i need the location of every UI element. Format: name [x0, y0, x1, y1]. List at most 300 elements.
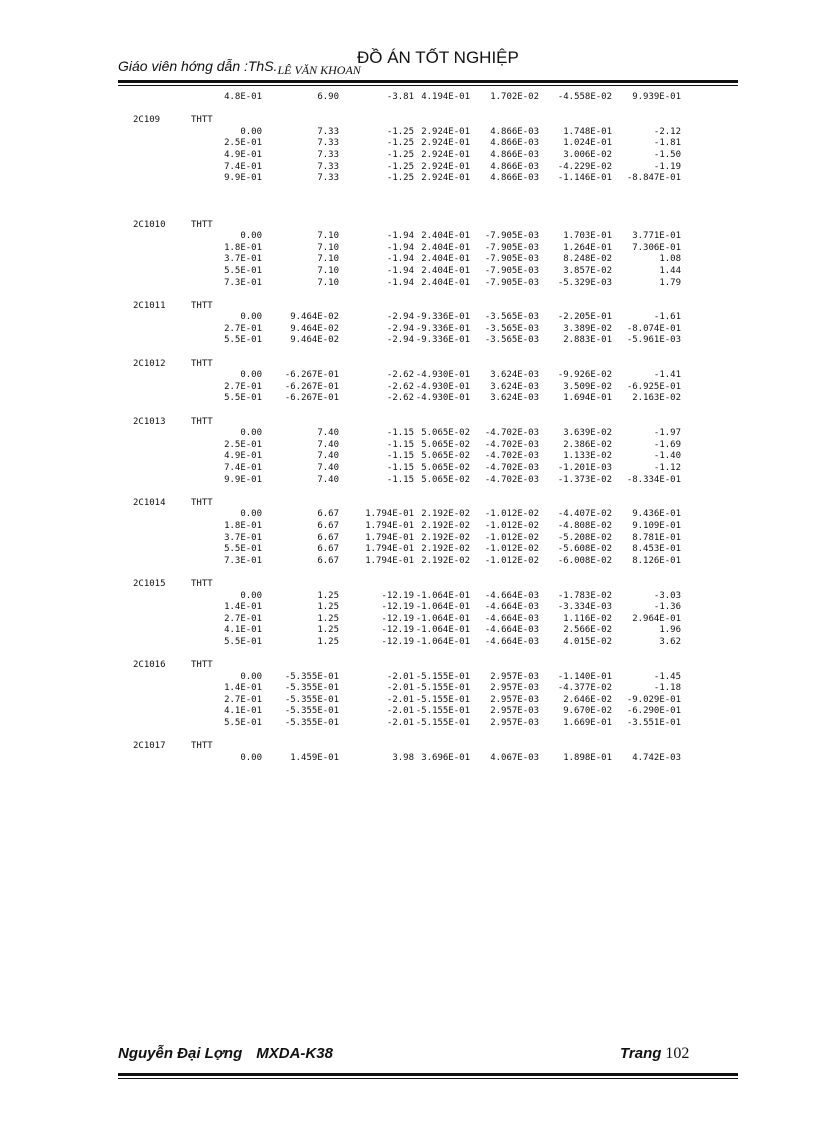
footer-rule-thin	[118, 1078, 738, 1079]
table-cell: -12.19	[381, 602, 414, 613]
table-cell: 2.924E-01	[421, 138, 470, 149]
table-cell: 9.464E-02	[290, 323, 339, 334]
table-cell: 7.10	[317, 277, 339, 288]
table-cell: -7.905E-03	[484, 265, 539, 276]
table-row	[118, 521, 738, 533]
table-cell: -8.847E-01	[626, 173, 681, 184]
table-cell: 2.163E-02	[632, 393, 681, 404]
table-cell: -7.905E-03	[484, 277, 539, 288]
table-cell: -6.925E-01	[626, 381, 681, 392]
table-cell: -2.94	[386, 323, 414, 334]
table-cell: 4.194E-01	[421, 92, 470, 102]
row-spacer	[118, 649, 738, 661]
table-cell: -1.373E-02	[557, 474, 612, 485]
table-cell: -5.208E-02	[557, 532, 612, 543]
table-cell: -6.008E-02	[557, 555, 612, 566]
table-row	[118, 173, 738, 185]
row-spacer	[118, 405, 738, 417]
table-cell: -1.064E-01	[415, 613, 470, 624]
element-id: 2C1013	[133, 416, 166, 427]
table-cell: -2.205E-01	[557, 312, 612, 323]
table-cell: -4.377E-02	[557, 683, 612, 694]
table-row	[118, 231, 738, 243]
table-cell: 9.670E-02	[563, 706, 612, 717]
table-cell: -1.94	[386, 265, 414, 276]
table-cell: 4.8E-01	[224, 92, 262, 102]
table-cell: -1.064E-01	[415, 590, 470, 601]
table-cell: 5.5E-01	[224, 636, 262, 647]
table-cell: -1.61	[653, 312, 681, 323]
table-cell: -1.97	[653, 428, 681, 439]
table-cell: 4.9E-01	[224, 451, 262, 462]
table-cell: 9.109E-01	[632, 520, 681, 531]
table-cell: 2.924E-01	[421, 126, 470, 137]
table-cell: 0.00	[240, 312, 262, 323]
footer-author-line	[118, 1045, 333, 1062]
table-cell: 7.40	[317, 474, 339, 485]
table-cell: -1.69	[653, 439, 681, 450]
table-row	[118, 533, 738, 545]
table-cell: 4.866E-03	[490, 138, 539, 149]
table-cell: 3.389E-02	[563, 323, 612, 334]
table-cell: 1.264E-01	[563, 242, 612, 253]
table-cell: 2.924E-01	[421, 149, 470, 160]
table-cell: 0.00	[240, 231, 262, 242]
row-spacer	[118, 208, 738, 220]
combination-type: THTT	[191, 300, 213, 311]
header-rule-thin	[118, 85, 738, 86]
table-cell: 1.8E-01	[224, 520, 262, 531]
table-row	[118, 324, 738, 336]
table-cell: 5.065E-02	[421, 428, 470, 439]
table-cell: -2.01	[386, 694, 414, 705]
table-cell: -4.664E-03	[484, 625, 539, 636]
table-cell: 3.006E-02	[563, 149, 612, 160]
table-row	[118, 625, 738, 637]
table-cell: -4.229E-02	[557, 161, 612, 172]
table-cell: 7.33	[317, 149, 339, 160]
table-cell: 2.566E-02	[563, 625, 612, 636]
table-row	[118, 92, 738, 104]
table-cell: 2.924E-01	[421, 173, 470, 184]
table-cell: -12.19	[381, 613, 414, 624]
table-cell: 1.25	[317, 625, 339, 636]
table-cell: 8.453E-01	[632, 544, 681, 555]
table-cell: -4.702E-03	[484, 451, 539, 462]
supervisor-line	[118, 58, 361, 75]
table-cell: 2.386E-02	[563, 439, 612, 450]
table-cell: 1.024E-01	[563, 138, 612, 149]
table-cell: 4.1E-01	[224, 706, 262, 717]
table-cell: -1.012E-02	[484, 532, 539, 543]
table-cell: 1.08	[659, 254, 681, 265]
table-cell: 2.192E-02	[421, 544, 470, 555]
table-cell: -4.664E-03	[484, 613, 539, 624]
table-row	[118, 591, 738, 603]
table-cell: -7.905E-03	[484, 254, 539, 265]
table-cell: -5.355E-01	[284, 671, 339, 682]
table-cell: -1.36	[653, 602, 681, 613]
element-id: 2C1017	[133, 741, 166, 752]
table-cell: -2.62	[386, 370, 414, 381]
table-cell: -6.267E-01	[284, 393, 339, 404]
footer-rule-thick	[118, 1073, 738, 1076]
row-spacer	[118, 486, 738, 498]
table-row	[118, 602, 738, 614]
table-cell: 2.404E-01	[421, 254, 470, 265]
table-cell: -12.19	[381, 590, 414, 601]
author-name: Nguyễn Đại Lợng	[118, 1045, 243, 1062]
table-cell: -1.94	[386, 254, 414, 265]
element-header-row	[118, 359, 738, 371]
table-row	[118, 695, 738, 707]
table-cell: -4.702E-03	[484, 439, 539, 450]
table-cell: 0.00	[240, 370, 262, 381]
document-title: ĐỒ ÁN TỐT NGHIỆP	[357, 48, 519, 67]
table-cell: 7.33	[317, 138, 339, 149]
element-id: 2C1011	[133, 300, 166, 311]
table-cell: 7.3E-01	[224, 277, 262, 288]
supervisor-label: Giáo viên hớng dẫn :ThS.	[118, 58, 278, 74]
combination-type: THTT	[191, 115, 213, 126]
element-header-row	[118, 660, 738, 672]
table-cell: -2.01	[386, 671, 414, 682]
supervisor-name: LÊ VĂN KHOAN	[277, 63, 361, 77]
table-row	[118, 672, 738, 684]
table-row	[118, 683, 738, 695]
row-spacer	[118, 567, 738, 579]
table-cell: 7.33	[317, 173, 339, 184]
table-cell: 1.96	[659, 625, 681, 636]
table-cell: 7.40	[317, 439, 339, 450]
table-cell: -1.41	[653, 370, 681, 381]
table-cell: 6.67	[317, 544, 339, 555]
combination-type: THTT	[191, 358, 213, 369]
table-cell: -4.558E-02	[557, 92, 612, 102]
table-cell: 2.404E-01	[421, 277, 470, 288]
table-cell: 4.742E-03	[632, 752, 681, 763]
table-cell: 4.866E-03	[490, 126, 539, 137]
element-header-row	[118, 417, 738, 429]
table-cell: 9.9E-01	[224, 474, 262, 485]
table-cell: 1.794E-01	[365, 555, 414, 566]
element-header-row	[118, 301, 738, 313]
table-cell: -1.012E-02	[484, 544, 539, 555]
page-number: 102	[665, 1045, 690, 1062]
combination-type: THTT	[191, 416, 213, 427]
table-cell: 2.5E-01	[224, 439, 262, 450]
table-cell: 2.404E-01	[421, 231, 470, 242]
table-cell: 7.10	[317, 231, 339, 242]
table-cell: 5.5E-01	[224, 718, 262, 729]
element-header-row	[118, 115, 738, 127]
element-id: 2C1014	[133, 497, 166, 508]
table-cell: 1.133E-02	[563, 451, 612, 462]
table-cell: -2.62	[386, 393, 414, 404]
table-cell: -1.064E-01	[415, 602, 470, 613]
table-cell: 2.404E-01	[421, 265, 470, 276]
table-cell: 2.883E-01	[563, 335, 612, 346]
table-row	[118, 463, 738, 475]
table-cell: -2.94	[386, 312, 414, 323]
table-row	[118, 614, 738, 626]
table-row	[118, 509, 738, 521]
page-header	[0, 0, 816, 90]
table-cell: 1.25	[317, 602, 339, 613]
table-cell: 3.624E-03	[490, 393, 539, 404]
table-cell: -1.25	[386, 161, 414, 172]
table-cell: -3.81	[386, 92, 414, 102]
element-id: 2C1015	[133, 578, 166, 589]
row-spacer	[118, 104, 738, 116]
table-cell: 7.306E-01	[632, 242, 681, 253]
table-cell: 4.866E-03	[490, 173, 539, 184]
table-cell: 0.00	[240, 126, 262, 137]
table-cell: -1.201E-03	[557, 463, 612, 473]
row-spacer	[118, 289, 738, 301]
table-cell: 5.065E-02	[421, 463, 470, 473]
results-table	[118, 92, 738, 764]
table-cell: -5.155E-01	[415, 706, 470, 717]
table-row	[118, 138, 738, 150]
element-header-row	[118, 498, 738, 510]
table-cell: 2.924E-01	[421, 161, 470, 172]
table-cell: 2.7E-01	[224, 613, 262, 624]
table-cell: -9.029E-01	[626, 694, 681, 705]
table-cell: -4.930E-01	[415, 370, 470, 381]
header-rule-thick	[118, 80, 738, 83]
table-cell: -1.45	[653, 671, 681, 682]
table-cell: -5.155E-01	[415, 683, 470, 694]
table-cell: 0.00	[240, 509, 262, 520]
table-cell: 2.5E-01	[224, 138, 262, 149]
table-cell: -4.702E-03	[484, 463, 539, 473]
row-spacer	[118, 185, 738, 208]
table-cell: -7.905E-03	[484, 231, 539, 242]
table-cell: -1.140E-01	[557, 671, 612, 682]
table-cell: -1.15	[386, 474, 414, 485]
table-cell: 2.7E-01	[224, 381, 262, 392]
table-cell: 7.40	[317, 451, 339, 462]
table-cell: -2.62	[386, 381, 414, 392]
table-cell: 2.957E-03	[490, 683, 539, 694]
class-code: MXDA-K38	[256, 1045, 333, 1062]
table-cell: 3.98	[392, 752, 414, 763]
table-cell: -4.664E-03	[484, 590, 539, 601]
table-cell: 3.857E-02	[563, 265, 612, 276]
table-cell: -1.25	[386, 138, 414, 149]
table-cell: 2.964E-01	[632, 613, 681, 624]
combination-type: THTT	[191, 741, 213, 752]
table-cell: 2.7E-01	[224, 694, 262, 705]
table-row	[118, 451, 738, 463]
table-cell: -9.336E-01	[415, 323, 470, 334]
table-cell: -1.15	[386, 451, 414, 462]
table-cell: 6.67	[317, 520, 339, 531]
table-row	[118, 243, 738, 255]
table-cell: 2.957E-03	[490, 694, 539, 705]
table-row	[118, 150, 738, 162]
table-cell: 1.25	[317, 636, 339, 647]
table-cell: 8.248E-02	[563, 254, 612, 265]
element-id: 2C1010	[133, 219, 166, 230]
table-cell: 0.00	[240, 428, 262, 439]
table-cell: -3.565E-03	[484, 323, 539, 334]
table-cell: 1.116E-02	[563, 613, 612, 624]
table-row	[118, 312, 738, 324]
table-row	[118, 753, 738, 765]
table-row	[118, 556, 738, 568]
table-cell: -9.336E-01	[415, 335, 470, 346]
table-row	[118, 393, 738, 405]
table-cell: 2.957E-03	[490, 718, 539, 729]
element-header-row	[118, 741, 738, 753]
table-cell: 1.694E-01	[563, 393, 612, 404]
table-cell: -1.012E-02	[484, 520, 539, 531]
table-cell: 7.10	[317, 265, 339, 276]
table-row	[118, 127, 738, 139]
table-cell: 0.00	[240, 752, 262, 763]
table-row	[118, 335, 738, 347]
table-cell: -9.336E-01	[415, 312, 470, 323]
element-id: 2C1012	[133, 358, 166, 369]
table-cell: -1.15	[386, 463, 414, 473]
table-row	[118, 718, 738, 730]
combination-type: THTT	[191, 497, 213, 508]
table-cell: 7.33	[317, 161, 339, 172]
table-cell: 4.866E-03	[490, 149, 539, 160]
table-cell: 6.67	[317, 532, 339, 543]
table-cell: 1.25	[317, 613, 339, 624]
table-cell: -5.355E-01	[284, 718, 339, 729]
table-cell: 1.8E-01	[224, 242, 262, 253]
table-cell: 1.794E-01	[365, 544, 414, 555]
table-row	[118, 278, 738, 290]
table-cell: 1.898E-01	[563, 752, 612, 763]
table-cell: -2.01	[386, 718, 414, 729]
table-cell: 5.5E-01	[224, 393, 262, 404]
table-cell: 6.90	[317, 92, 339, 102]
table-cell: 4.1E-01	[224, 625, 262, 636]
table-cell: 1.794E-01	[365, 532, 414, 543]
combination-type: THTT	[191, 660, 213, 671]
table-cell: -5.155E-01	[415, 671, 470, 682]
element-id: 2C1016	[133, 660, 166, 671]
table-cell: 2.7E-01	[224, 323, 262, 334]
table-cell: 8.126E-01	[632, 555, 681, 566]
table-cell: 3.771E-01	[632, 231, 681, 242]
table-cell: 1.702E-02	[490, 92, 539, 102]
table-cell: -1.146E-01	[557, 173, 612, 184]
table-cell: -5.155E-01	[415, 694, 470, 705]
page-label: Trang	[620, 1045, 662, 1062]
table-cell: -1.064E-01	[415, 625, 470, 636]
table-cell: -1.81	[653, 138, 681, 149]
table-cell: -4.664E-03	[484, 636, 539, 647]
table-cell: 2.192E-02	[421, 532, 470, 543]
table-cell: -12.19	[381, 636, 414, 647]
table-cell: -5.608E-02	[557, 544, 612, 555]
element-header-row	[118, 220, 738, 232]
table-cell: -1.94	[386, 231, 414, 242]
table-cell: 3.62	[659, 636, 681, 647]
table-cell: -1.12	[653, 463, 681, 473]
table-cell: 9.436E-01	[632, 509, 681, 520]
table-cell: -6.290E-01	[626, 706, 681, 717]
table-row	[118, 266, 738, 278]
table-cell: 7.33	[317, 126, 339, 137]
table-cell: -1.94	[386, 242, 414, 253]
table-cell: 4.866E-03	[490, 161, 539, 172]
table-cell: -1.40	[653, 451, 681, 462]
table-cell: -1.783E-02	[557, 590, 612, 601]
table-cell: -8.334E-01	[626, 474, 681, 485]
table-cell: 2.646E-02	[563, 694, 612, 705]
table-cell: -2.12	[653, 126, 681, 137]
table-row	[118, 475, 738, 487]
table-cell: -1.15	[386, 428, 414, 439]
table-cell: -2.94	[386, 335, 414, 346]
table-cell: 3.509E-02	[563, 381, 612, 392]
table-cell: -5.355E-01	[284, 706, 339, 717]
table-row	[118, 254, 738, 266]
table-cell: 7.10	[317, 242, 339, 253]
table-cell: -4.664E-03	[484, 602, 539, 613]
table-cell: -1.18	[653, 683, 681, 694]
table-cell: -1.012E-02	[484, 509, 539, 520]
table-cell: 1.79	[659, 277, 681, 288]
table-cell: -3.03	[653, 590, 681, 601]
table-cell: 3.624E-03	[490, 381, 539, 392]
table-cell: 1.669E-01	[563, 718, 612, 729]
table-cell: 3.624E-03	[490, 370, 539, 381]
table-cell: 9.464E-02	[290, 312, 339, 323]
table-cell: -2.01	[386, 683, 414, 694]
table-cell: 0.00	[240, 671, 262, 682]
table-row	[118, 637, 738, 649]
table-cell: -6.267E-01	[284, 381, 339, 392]
table-cell: 1.4E-01	[224, 683, 262, 694]
table-cell: 4.9E-01	[224, 149, 262, 160]
table-cell: 2.192E-02	[421, 509, 470, 520]
table-cell: 5.5E-01	[224, 544, 262, 555]
table-cell: 2.404E-01	[421, 242, 470, 253]
table-row	[118, 370, 738, 382]
table-cell: -5.155E-01	[415, 718, 470, 729]
table-cell: 5.5E-01	[224, 335, 262, 346]
table-cell: -1.50	[653, 149, 681, 160]
table-cell: -9.926E-02	[557, 370, 612, 381]
table-cell: -3.334E-03	[557, 602, 612, 613]
table-cell: 1.794E-01	[365, 509, 414, 520]
table-cell: 1.25	[317, 590, 339, 601]
table-cell: 1.459E-01	[290, 752, 339, 763]
table-cell: -1.012E-02	[484, 555, 539, 566]
table-cell: 6.67	[317, 555, 339, 566]
table-cell: 1.44	[659, 265, 681, 276]
element-id: 2C109	[133, 115, 161, 126]
table-row	[118, 382, 738, 394]
table-cell: 7.3E-01	[224, 555, 262, 566]
table-cell: -5.961E-03	[626, 335, 681, 346]
table-cell: 1.748E-01	[563, 126, 612, 137]
combination-type: THTT	[191, 578, 213, 589]
table-cell: -3.565E-03	[484, 312, 539, 323]
table-cell: -3.565E-03	[484, 335, 539, 346]
table-cell: -8.074E-01	[626, 323, 681, 334]
table-cell: 7.40	[317, 463, 339, 473]
table-cell: -4.702E-03	[484, 474, 539, 485]
